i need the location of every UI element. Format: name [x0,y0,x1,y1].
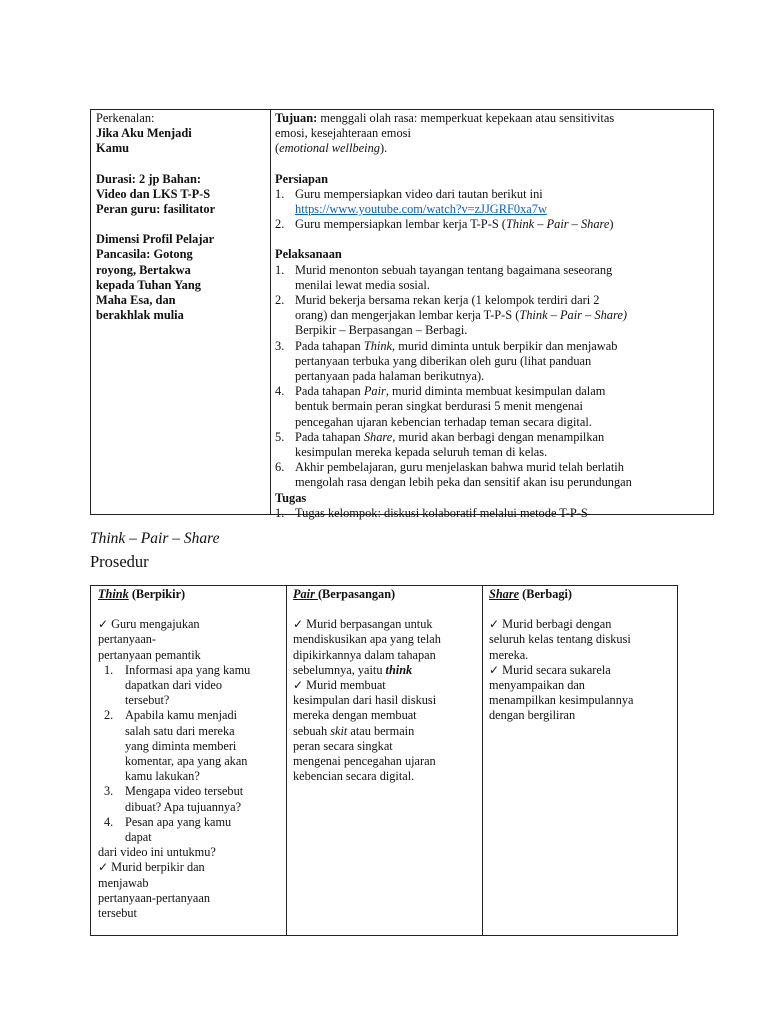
item-number: 3. [104,784,114,799]
item-text: ) [609,217,614,232]
durasi-line3: Peran guru: fasilitator [96,202,216,217]
list-item [275,263,711,293]
item-text: Tugas kelompok: diskusi kolaboratif melalui metode T-P-S [295,505,588,520]
list-item [275,187,711,217]
list-item [98,708,281,784]
point-text: mengenai pencegahan ujaran [293,754,436,769]
durasi-line1: Durasi: 2 jp Bahan: [96,171,201,186]
overview-table [90,109,714,520]
item-text: yang diminta memberi [125,738,237,753]
point-text [293,724,478,739]
pelaksanaan-heading: Pelaksanaan [275,247,342,262]
item-text: Informasi apa yang kamu [125,662,251,677]
list-item [275,217,711,232]
item-number: 3. [275,338,285,353]
tujuan-label: Tujuan: [275,111,318,125]
check-icon: ✓ [489,617,500,632]
think-title: Think [98,587,129,601]
tujuan-line3 [275,141,711,156]
dimensi-line4: kepada Tuhan Yang [96,277,201,292]
dimensi-line2: Pancasila: Gotong [96,247,193,262]
point-text: sebuah [293,723,331,738]
share-title: Share [489,587,520,601]
item-number: 6. [275,460,285,475]
list-item [98,815,281,845]
paren-open: ( [275,141,280,156]
point-text: kesimpulan dari hasil diskusi [293,693,437,708]
pair-header [293,587,478,602]
tugas-list [275,506,711,521]
item-number: 4. [104,814,114,829]
item-text: Apabila kamu menjadi [125,708,238,723]
item-text: Pesan apa yang kamu [125,814,232,829]
think-keyword: think [385,662,413,677]
point-text: pertanyaan-pertanyaan [98,890,210,905]
pair-point-a [293,617,478,632]
dimensi-line6: berakhlak mulia [96,308,184,323]
item-number: 1. [275,505,285,520]
item-text: Pada tahapan [295,338,364,353]
point-text: menampilkan kesimpulannya [489,693,634,708]
item-text-italic: Pair [363,384,386,399]
point-text: peran secara singkat [293,738,393,753]
check-icon: ✓ [489,662,500,677]
point-text: atau bermain [347,723,415,738]
column-divider [286,586,287,935]
question-continuation: dari video ini untukmu? [98,845,216,860]
item-text: tersebut? [125,693,170,708]
point-text: dipikirkannya dalam tahapan [293,647,436,662]
point-text: kebencian secara digital. [293,769,415,784]
item-text: orang) dan mengerjakan lembar kerja T-P-S ( [295,308,520,323]
activity-title-line2: Kamu [96,141,130,156]
item-number: 1. [275,262,285,277]
think-subtitle: (Berpikir) [128,587,186,601]
item-text: salah satu dari mereka [125,723,235,738]
item-text: , murid diminta membuat kesimpulan dalam [385,384,606,399]
item-text: pencegahan ujaran kebencian terhadap teman secara digital. [295,414,592,429]
item-text: Murid bekerja bersama rekan kerja (1 kelompok terdiri dari 2 [295,293,600,308]
youtube-link[interactable]: https://www.youtube.com/watch?v=zJJGRF0xa7w [295,202,547,217]
think-point-b [98,860,281,875]
point-text: pertanyaan- [98,632,157,647]
item-text-italic: Think – Pair – Share [505,217,610,232]
list-item [98,663,281,709]
think-column [98,587,281,921]
item-text: Pada tahapan [295,384,364,399]
tugas-heading: Tugas [275,490,307,505]
skit-keyword: skit [330,723,348,738]
question-list [98,663,281,845]
point-text: mendiskusikan apa yang telah [293,632,441,647]
point-text: pertanyaan pemantik [98,647,201,662]
point-text: mereka. [489,647,529,662]
dimensi-line3: royong, Bertakwa [96,262,191,277]
point-text: Guru mengajukan [108,617,200,632]
item-number: 4. [275,384,285,399]
item-text-italic: Think [363,338,393,353]
item-text: pertanyaan terbuka yang diberikan oleh guru (lihat panduan [295,353,592,368]
list-item [98,784,281,814]
item-number: 2. [275,217,285,232]
point-text: dengan bergiliran [489,708,576,723]
item-text: , murid diminta untuk berpikir dan menjawab [392,338,618,353]
check-icon: ✓ [98,860,109,875]
item-text: Guru mempersiapkan lembar kerja T-P-S ( [295,217,506,232]
point-text: menyampaikan dan [489,678,585,693]
item-text: kamu lakukan? [125,769,200,784]
tujuan-text: menggali olah rasa: memperkuat kepekaan atau sensitivitas [317,111,615,125]
point-text: tersebut [98,906,137,921]
share-header [489,587,672,602]
item-text: dibuat? Apa tujuannya? [125,799,242,814]
item-text: mengolah rasa dengan lebih peka dan sensitif akan isu perundungan [295,475,632,490]
item-text: pertanyaan pada halaman berikutnya). [295,369,485,384]
perkenalan-label: Perkenalan: [96,111,155,125]
list-item [275,339,711,385]
point-text: sebelumnya, yaitu [293,662,386,677]
item-text: dapat [125,830,152,845]
emotional-wellbeing-text: emotional wellbeing [279,141,380,156]
tps-heading: Think – Pair – Share [90,530,220,547]
pair-column [293,587,478,784]
point-text: mereka dengan membuat [293,708,417,723]
dimensi-line1: Dimensi Profil Pelajar [96,232,215,247]
share-point-b [489,663,672,678]
list-item [275,430,711,460]
item-text: kesimpulan mereka kepada seluruh teman di kelas. [295,445,548,460]
check-icon: ✓ [293,678,304,693]
prosedur-heading: Prosedur [90,552,149,571]
list-item [275,293,711,339]
check-icon: ✓ [98,617,109,632]
pair-point-b [293,678,478,693]
point-text [293,663,478,678]
item-text: Berpikir – Berpasangan – Berbagi. [295,323,468,338]
point-text: seluruh kelas tentang diskusi [489,632,631,647]
point-text: Murid berpasangan untuk [303,617,433,632]
pair-title: Pair [293,587,318,601]
point-text: Murid berpikir dan [108,860,205,875]
share-subtitle: (Berbagi) [519,587,573,601]
procedure-table [90,585,678,936]
list-item [275,506,711,521]
list-item [275,384,711,430]
think-point-a [98,617,281,632]
item-text: bentuk bermain peran singkat berdurasi 5 menit mengenai [295,399,583,414]
item-text-italic: Think – Pair – Share) [519,308,627,323]
item-text: , murid akan berbagi dengan menampilkan [392,429,605,444]
persiapan-heading: Persiapan [275,171,329,186]
item-number: 1. [275,186,285,201]
item-text: Akhir pembelajaran, guru menjelaskan bahwa murid telah berlatih [295,460,624,475]
item-text: komentar, apa yang akan [125,754,248,769]
item-number: 2. [275,293,285,308]
point-text: menjawab [98,875,149,890]
column-divider [270,110,271,514]
durasi-line2: Video dan LKS T-P-S [96,186,211,201]
tujuan-line2: emosi, kesejahteraan emosi [275,126,411,141]
overview-left-cell [96,111,266,323]
column-divider [482,586,483,935]
point-text: Murid berbagi dengan [499,617,612,632]
item-text: menilai lewat media sosial. [295,277,430,292]
share-column [489,587,672,724]
pair-subtitle: (Berpasangan) [317,587,396,601]
check-icon: ✓ [293,617,304,632]
point-text: Murid secara sukarela [499,662,611,677]
item-number: 5. [275,429,285,444]
item-text: Mengapa video tersebut [125,784,244,799]
item-text: Pada tahapan [295,429,364,444]
item-text: dapatkan dari video [125,678,222,693]
tujuan-line1 [275,111,711,126]
think-header [98,587,281,602]
item-number: 1. [104,662,114,677]
item-number: 2. [104,708,114,723]
persiapan-list [275,187,711,233]
share-point-a [489,617,672,632]
item-text-italic: Share [363,429,393,444]
point-text: Murid membuat [303,678,386,693]
overview-right-cell [275,111,711,521]
dimensi-line5: Maha Esa, dan [96,293,176,308]
list-item [275,460,711,490]
activity-title-line1: Jika Aku Menjadi [96,126,192,141]
item-text: Guru mempersiapkan video dari tautan berikut ini [295,186,543,201]
item-text: Murid menonton sebuah tayangan tentang bagaimana seseorang [295,262,613,277]
paren-close: ). [379,141,388,156]
pelaksanaan-list [275,263,711,491]
